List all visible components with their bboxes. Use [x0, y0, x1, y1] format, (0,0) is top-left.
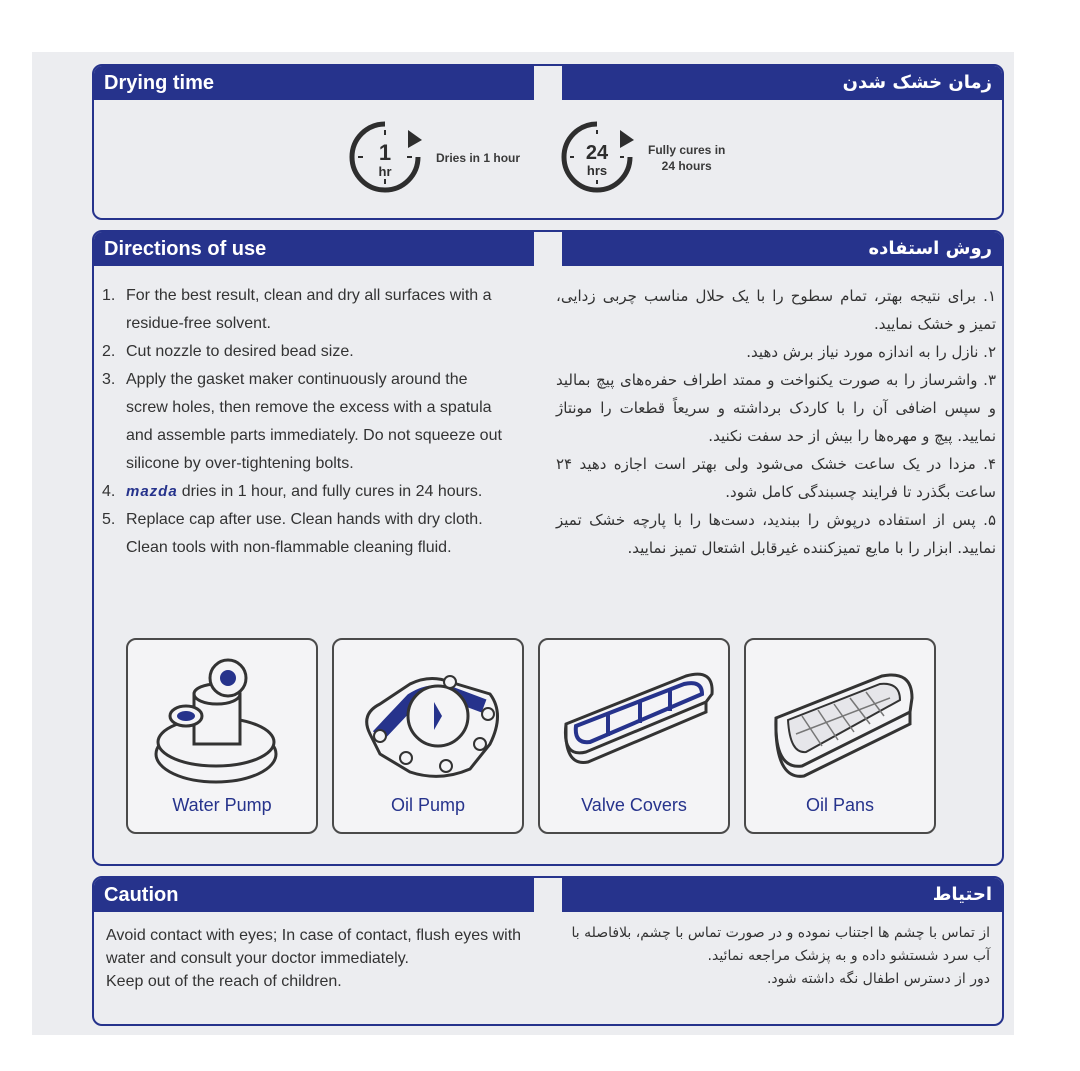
- directions-title-fa: روش استفاده: [562, 232, 1002, 266]
- clock-1-unit: hr: [378, 164, 392, 179]
- application-card: [126, 638, 318, 834]
- clock-1-caption: Dries in 1 hour: [436, 151, 521, 165]
- clock-1-value: 1: [378, 140, 392, 165]
- direction-step-fa: ۴. مزدا در یک ساعت خشک می‌شود ولی بهتر است اجازه دهید ۲۴ ساعت بگذرد تا فرایند چسبندگی کامل شود.: [556, 455, 996, 501]
- oil-pump-icon: [350, 654, 510, 794]
- drying-title-fa: زمان خشک شدن: [562, 66, 1002, 100]
- caution-text-en: [106, 924, 526, 993]
- directions-list-en: [102, 282, 512, 562]
- card-label-water-pump: Water Pump: [172, 795, 272, 815]
- drying-time-panel: [92, 64, 1004, 220]
- caution-fa-line1: از تماس با چشم ها اجتناب نموده و در صورت تماس با چشم، بلافاصله با آب سرد شستشو داده و به پزشک مراجعه نمائید.: [571, 925, 990, 964]
- clock-2-caption-line2: 24 hours: [661, 159, 712, 173]
- direction-step-fa: ۳. واشرساز را به صورت یکنواخت و ممتد اطراف حفره‌های پیچ بمالید و سپس اضافی آن را با کاردک برداشته و سریعاً قطعات را مونتاژ نمایید. پیچ و مهره‌ها را بیش از حد سفت نکنید.: [556, 371, 996, 445]
- caution-panel: [92, 876, 1004, 1026]
- card-label-valve-covers: Valve Covers: [581, 795, 687, 815]
- oil-pan-icon: [762, 654, 922, 794]
- application-card: [538, 638, 730, 834]
- mazda-logo: mazda: [126, 483, 178, 500]
- card-label-oil-pump: Oil Pump: [390, 795, 466, 815]
- caution-en-line1: Avoid contact with eyes; In case of contact, flush eyes with water and consult your doctor immediately.: [106, 927, 522, 967]
- application-card: [744, 638, 936, 834]
- water-pump-icon: [144, 654, 304, 794]
- card-label-oil-pans: Oil Pans: [805, 795, 875, 815]
- direction-step-en: 4. mazda dries in 1 hour, and fully cures in 24 hours.: [102, 478, 512, 506]
- application-card: [332, 638, 524, 834]
- directions-list-fa: [556, 282, 996, 562]
- directions-panel: [92, 230, 1004, 866]
- clock-24hrs-icon: [558, 118, 636, 196]
- clock-2-value: 24: [585, 142, 609, 164]
- direction-step-en: 3. Apply the gasket maker continuously around the screw holes, then remove the excess with a spatula and assemble parts immediately. Do not squeeze out silicone by over-tightening bolts.: [102, 371, 502, 472]
- caution-text-fa: [560, 922, 990, 991]
- clock-2-caption: [648, 142, 725, 174]
- direction-step-en: 2. Cut nozzle to desired bead size.: [102, 343, 354, 360]
- direction-step-en: 1. For the best result, clean and dry all surfaces with a residue-free solvent.: [102, 287, 492, 332]
- direction-step-fa: ۲. نازل را به اندازه مورد نیاز برش دهید.: [746, 343, 996, 361]
- clock-2-caption-line1: Fully cures in: [648, 143, 726, 157]
- valve-cover-icon: [556, 654, 716, 794]
- clock-1hr-icon: [346, 118, 424, 196]
- caution-fa-line2: دور از دسترس اطفال نگه داشته شود.: [766, 971, 990, 987]
- direction-step-fa: ۵. پس از استفاده درپوش را ببندید، دست‌ها را با پارچه خشک تمیز نمایید. ابزار را با مایع تمیزکننده غیرقابل اشتعال تمیز نمایید.: [556, 511, 996, 557]
- clock-2-unit: hrs: [586, 163, 608, 178]
- directions-title-en: Directions of use: [94, 232, 534, 266]
- caution-en-line2: Keep out of the reach of children.: [106, 973, 342, 990]
- direction-step-fa: ۱. برای نتیجه بهتر، تمام سطوح را با یک حلال مناسب چربی زدایی، تمیز و خشک نمایید.: [556, 287, 996, 333]
- direction-step-en: 5. Replace cap after use. Clean hands with dry cloth. Clean tools with non-flammable cleaning fluid.: [102, 511, 483, 556]
- drying-title-en: Drying time: [94, 66, 534, 100]
- caution-title-en: Caution: [94, 878, 534, 912]
- caution-title-fa: احتیاط: [562, 878, 1002, 912]
